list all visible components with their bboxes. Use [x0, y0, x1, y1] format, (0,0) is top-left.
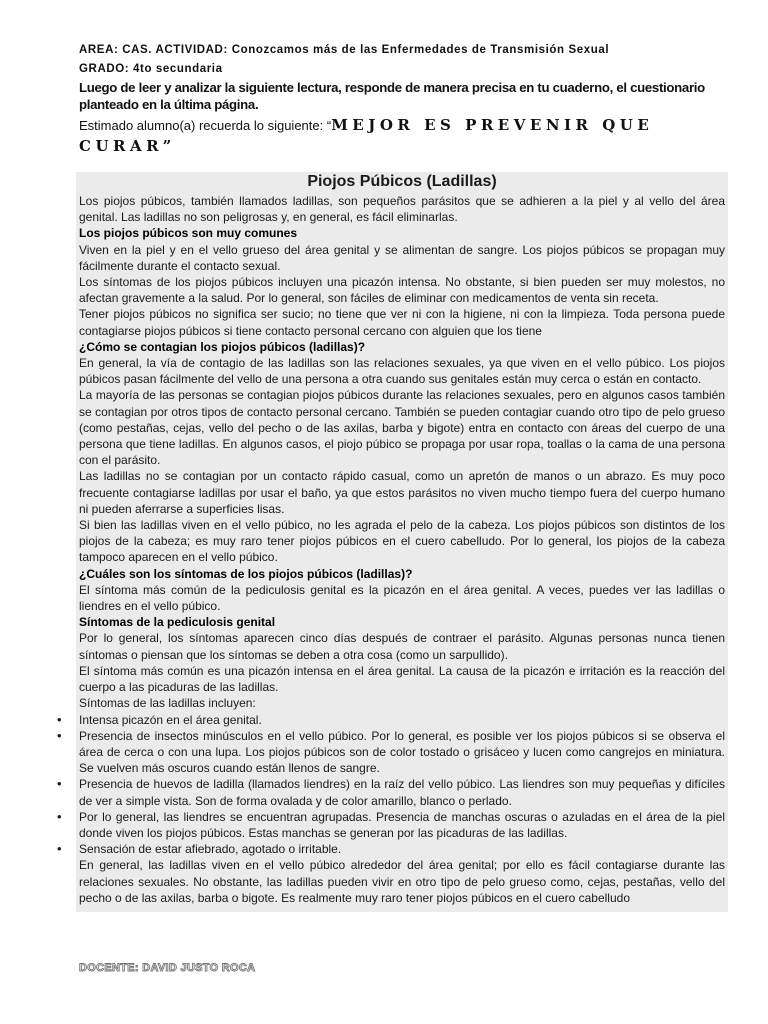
section-heading-symptoms-question: ¿Cuáles son los síntomas de los piojos púbicos (ladillas)? [79, 566, 413, 581]
reminder-prefix: Estimado alumno(a) recuerda lo siguiente: “ [79, 118, 332, 133]
instruction-text: Luego de leer y analizar la siguiente lectura, responde de manera precisa en tu cuaderno, el cuestionario planteado en la última página. [79, 80, 705, 112]
reading-content [79, 172, 725, 906]
grade-line: GRADO: 4to secundaria [79, 63, 223, 75]
paragraph: Las ladillas no se contagian por un contacto rápido casual, como un apretón de manos o un abrazo. Es muy poco frecuente contagiarse ladillas por usar el baño, ya que estos parásitos no viven mucho tiempo fuera del cuerpo humano ni pueden aferrarse a superficies lisas. [79, 469, 725, 516]
paragraph: Síntomas de las ladillas incluyen: [79, 696, 256, 711]
motto-close-quote: ” [162, 137, 176, 155]
paragraph: Tener piojos púbicos no significa ser sucio; no tiene que ver ni con la higiene, ni con la limpieza. Toda persona puede contagiarse piojos púbicos si tiene contacto personal cercano con alguien que los tiene [79, 307, 725, 338]
teacher-name: DOCENTE: DAVID JUSTO ROCA [79, 962, 256, 974]
article-title: Piojos Púbicos (Ladillas) [307, 173, 497, 190]
list-item: • Presencia de huevos de ladilla (llamados liendres) en la raíz del vello púbico. Las liendres son muy pequeñas y difíciles de ver a simple vista. Son de forma ovalada y de color amarillo, blanco o perlado. [79, 776, 725, 808]
paragraph: Si bien las ladillas viven en el vello púbico, no les agrada el pelo de la cabeza. Los piojos púbicos son distintos de los piojos de la cabeza; es muy raro tener piojos púbicos en el cuero cabelludo. Por lo general, los piojos de la cabeza tampoco aparecen en el vello púbico. [79, 518, 725, 565]
list-item: • Presencia de insectos minúsculos en el vello púbico. Por lo general, es posible ver los piojos púbicos si se observa el área de cerca o con una lupa. Los piojos púbicos son de color tostado o grisáceo y lucen como cangrejos en miniatura. Se vuelven más oscuros cuando están llenos de sangre. [79, 728, 725, 777]
motto: MEJOR ES PREVENIR QUE CURAR [79, 116, 654, 155]
list-item: • Por lo general, las liendres se encuentran agrupadas. Presencia de manchas oscuras o azuladas en el área de la piel donde viven los piojos púbicos. Estas manchas se generan por las picaduras de las ladillas. [79, 809, 725, 841]
intro-paragraph: Los piojos púbicos, también llamados ladillas, son pequeños parásitos que se adhieren a la piel y al vello del área genital. Las ladillas no son peligrosas y, en general, es fácil eliminarlas. [79, 194, 725, 225]
paragraph: En general, la vía de contagio de las ladillas son las relaciones sexuales, ya que viven en el vello púbico. Los piojos púbicos pasan fácilmente del vello de una persona a otra cuando sus genitales están muy cerca o están en contacto. [79, 356, 725, 387]
section-heading-contagion: ¿Cómo se contagian los piojos púbicos (ladillas)? [79, 339, 366, 354]
section-heading-symptoms: Síntomas de la pediculosis genital [79, 615, 276, 630]
paragraph: El síntoma más común de la pediculosis genital es la picazón en el área genital. A veces, puedes ver las ladillas o liendres en el vello púbico. [79, 582, 725, 614]
list-item: • Intensa picazón en el área genital. [79, 712, 725, 728]
paragraph: Viven en la piel y en el vello grueso del área genital y se alimentan de sangre. Los piojos púbicos se propagan muy fácilmente durante el contacto sexual. [79, 242, 725, 273]
activity-header: AREA: CAS. ACTIVIDAD: Conozcamos más de las Enfermedades de Transmisión Sexual [79, 44, 610, 56]
reminder-line [79, 115, 729, 157]
closing-paragraph: En general, las ladillas viven en el vello púbico alrededor del área genital; por ello es fácil contagiarse durante las relaciones sexuales. No obstante, las ladillas pueden vivir en otro tipo de pelo grueso como, cejas, pestañas, vello del pecho o de las axilas, barba o bigote. Es realmente muy raro tener piojos púbicos en el cuero cabelludo [79, 858, 725, 905]
paragraph: Los síntomas de los piojos púbicos incluyen una picazón intensa. No obstante, si bien pueden ser muy molestos, no afectan gravemente a la salud. Por lo general, son fáciles de eliminar con medicamentos de venta sin receta. [79, 275, 725, 306]
paragraph: Por lo general, los síntomas aparecen cinco días después de contraer el parásito. Algunas personas nunca tienen síntomas o piensan que los síntomas se deben a otra cosa (como un sarpullido). [79, 631, 725, 662]
section-heading-common: Los piojos púbicos son muy comunes [79, 226, 298, 241]
symptoms-list [79, 712, 725, 858]
paragraph: La mayoría de las personas se contagian piojos púbicos durante las relaciones sexuales, pero en algunos casos también se contagian por otros tipos de contacto personal cercano. También se pueden contagiar cuando otro tipo de pelo grueso (como pestañas, cejas, vello del pecho o de las axilas, barba y bigote) entra en contacto con áreas del cuerpo de una persona que tiene ladillas. En algunos casos, el piojo púbico se propaga por usar ropa, toallas o la cama de una persona con el parásito. [79, 388, 725, 468]
paragraph: El síntoma más común es una picazón intensa en el área genital. La causa de la picazón e irritación es la reacción del cuerpo a las picaduras de las ladillas. [79, 663, 725, 695]
list-item: • Sensación de estar afiebrado, agotado o irritable. [79, 841, 725, 857]
